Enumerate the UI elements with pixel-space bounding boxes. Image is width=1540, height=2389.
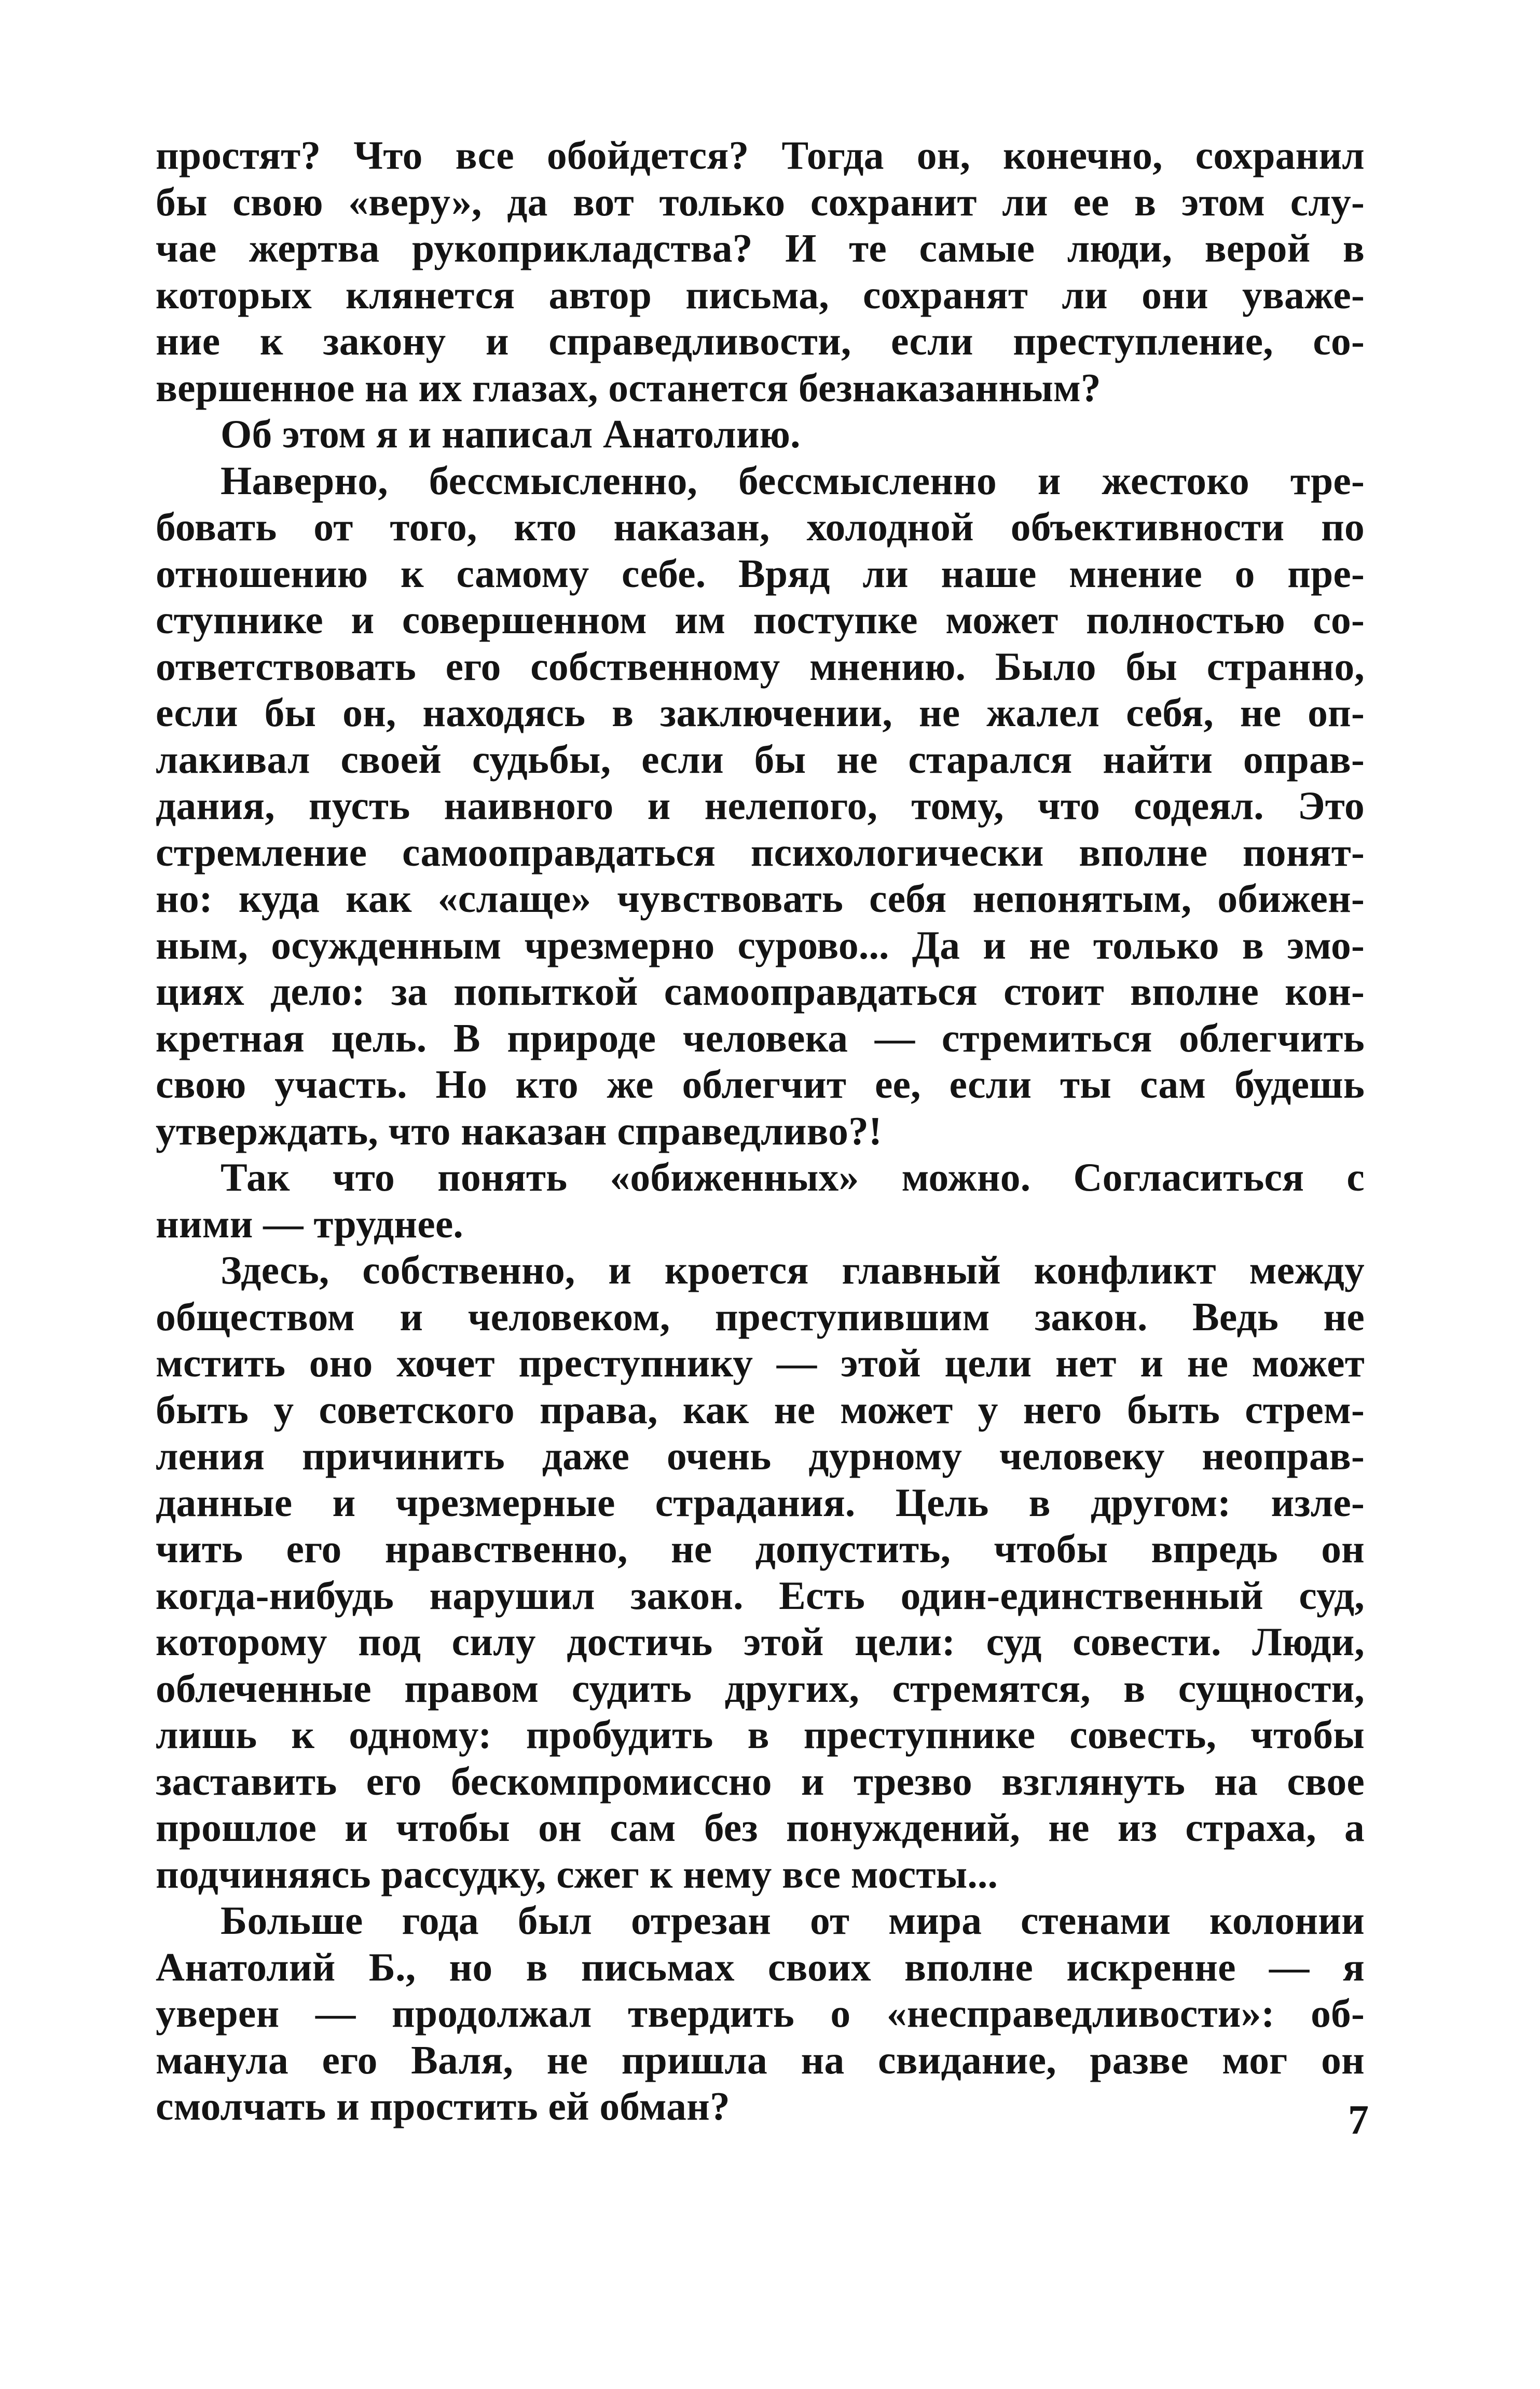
text-line: ступнике и совершенном им поступке может полностью со- [156, 597, 1365, 642]
text-line: свою участь. Но кто же облегчит ее, если ты сам будешь [156, 1062, 1365, 1107]
text-line: бовать от того, кто наказан, холодной объективности по [156, 504, 1365, 549]
text-line: утверждать, что наказан справедливо?! [156, 1108, 883, 1153]
text-line: стремление самооправдаться психологически вполне понят- [156, 829, 1365, 875]
text-line: если бы он, находясь в заключении, не жалел себя, не оп- [156, 690, 1365, 735]
text-line: Наверно, бессмысленно, бессмысленно и жестоко тре- [221, 458, 1365, 503]
text-line: облеченные правом судить других, стремятся, в сущности, [156, 1666, 1365, 1711]
text-line: которому под силу достичь этой цели: суд совести. Люди, [156, 1619, 1365, 1664]
text-line: ние к закону и справедливости, если преступление, со- [156, 319, 1365, 363]
body-text [156, 132, 1365, 2130]
text-line: лакивал своей судьбы, если бы не старался найти оправ- [156, 736, 1365, 782]
text-line: мстить оно хочет преступнику — этой цели нет и не может [156, 1341, 1365, 1385]
text-line: ними — труднее. [156, 1201, 463, 1246]
text-line: Анатолий Б., но в письмах своих вполне искренне — я [156, 1944, 1365, 1989]
text-line: Об этом я и написал Анатолию. [221, 412, 801, 456]
text-line: ным, осужденным чрезмерно сурово... Да и не только в эмо- [156, 922, 1365, 967]
text-line: бы свою «веру», да вот только сохранит ли ее в этом слу- [156, 179, 1365, 224]
text-line: смолчать и простить ей обман? [156, 2084, 730, 2128]
page-number: 7 [1348, 2097, 1369, 2143]
text-line: прошлое и чтобы он сам без понуждений, не из страха, а [156, 1805, 1365, 1850]
text-line: циях дело: за попыткой самооправдаться стоит вполне кон- [156, 969, 1365, 1014]
text-line: манула его Валя, не пришла на свидание, разве мог он [156, 2037, 1365, 2082]
text-line: когда-нибудь нарушил закон. Есть один-единственный суд, [156, 1573, 1365, 1618]
text-line: но: куда как «слаще» чувствовать себя непонятым, обижен- [156, 876, 1365, 921]
text-line: Здесь, собственно, и кроется главный конфликт между [221, 1248, 1365, 1292]
text-line: ления причинить даже очень дурному человеку неоправ- [156, 1434, 1365, 1478]
text-line: обществом и человеком, преступившим закон. Ведь не [156, 1294, 1365, 1339]
text-line: Больше года был отрезан от мира стенами колонии [221, 1898, 1365, 1943]
text-line: лишь к одному: пробудить в преступнике совесть, чтобы [156, 1712, 1365, 1757]
text-line: быть у советского права, как не может у него быть стрем- [156, 1387, 1365, 1432]
text-line: простят? Что все обойдется? Тогда он, конечно, сохранил [156, 133, 1365, 178]
text-line: дания, пусть наивного и нелепого, тому, что содеял. Это [156, 783, 1365, 828]
text-line: заставить его бескомпромиссно и трезво взглянуть на свое [156, 1758, 1365, 1804]
text-line: ответствовать его собственному мнению. Было бы странно, [156, 644, 1365, 689]
text-line: кретная цель. В природе человека — стремиться облегчить [156, 1015, 1365, 1060]
text-line: вершенное на их глазах, останется безнаказанным? [156, 365, 1101, 410]
text-line: чае жертва рукоприкладства? И те самые люди, верой в [156, 226, 1365, 270]
text-line: чить его нравственно, не допустить, чтобы впредь он [156, 1526, 1365, 1571]
text-line: уверен — продолжал твердить о «несправедливости»: об- [156, 1991, 1365, 2036]
text-line: отношению к самому себе. Вряд ли наше мнение о пре- [156, 551, 1365, 596]
text-line: которых клянется автор письма, сохранят ли они уваже- [156, 272, 1365, 317]
text-line: подчиняясь рассудку, сжег к нему все мосты... [156, 1851, 998, 1896]
text-line: данные и чрезмерные страдания. Цель в другом: изле- [156, 1480, 1365, 1525]
text-line: Так что понять «обиженных» можно. Согласиться с [221, 1155, 1365, 1199]
